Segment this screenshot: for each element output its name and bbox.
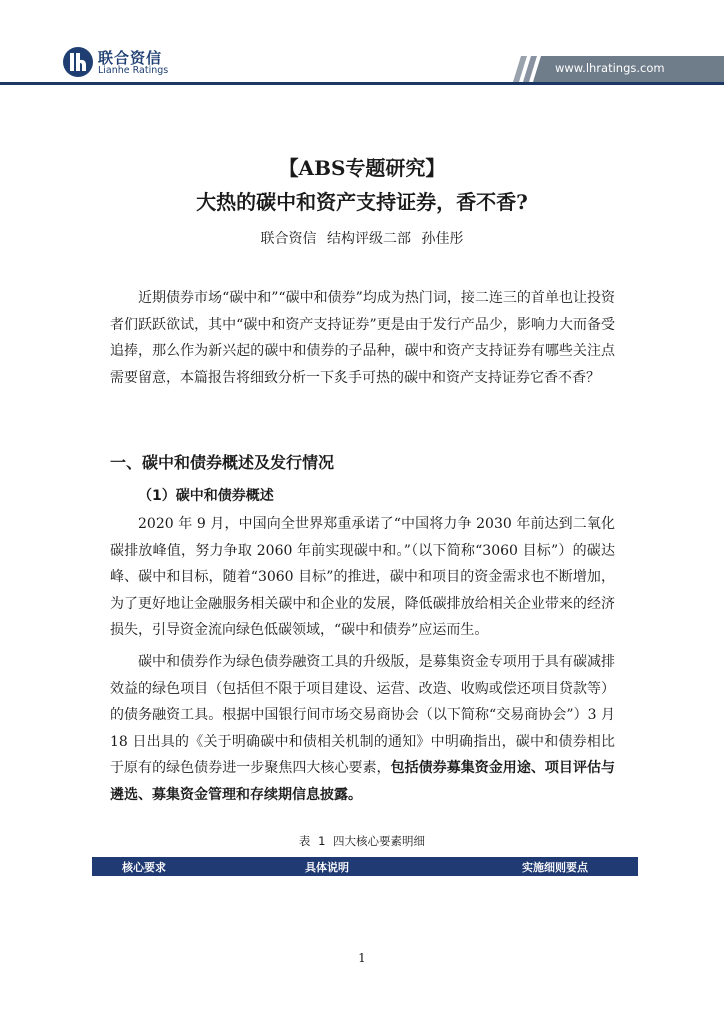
page-number: 1 bbox=[358, 951, 366, 965]
table-header-core-requirement: 核心要求 bbox=[122, 861, 166, 874]
body-paragraph-1-text: 2020 年 9 月，中国向全世界郑重承诺了“中国将力争 2030 年前达到二氧化碳排放峰值，努力争取 2060 年前实现碳中和。”（以下简称“3060 目标”）的碳达峰、碳中和目标，随着“3060 目标”的推进，碳中和项目的资金需求也不断增加，为了更好地让金融服务相关碳中和企业的发展，降低碳排放给相关企业带来的经济损失，引导资金流向绿色低碳领域，“碳中和债券”应运而生。 bbox=[110, 516, 615, 638]
lianhe-logo-icon bbox=[62, 46, 94, 78]
website-banner bbox=[509, 56, 724, 82]
section-heading: 一、碳中和债券概述及发行情况 bbox=[110, 453, 335, 472]
logo-chinese-name: 联合资信 bbox=[98, 49, 163, 67]
body-paragraph-2-bold: 包括债券募集资金用途、项目评估与遴选、募集资金管理和存续期信息披露。 bbox=[110, 760, 616, 803]
author-byline: 联合资信 结构评级二部 孙佳彤 bbox=[260, 231, 464, 247]
intro-paragraph bbox=[110, 285, 615, 391]
website-url[interactable]: www.lhratings.com bbox=[555, 61, 665, 75]
body-paragraph-2 bbox=[110, 649, 615, 808]
table-header-row bbox=[92, 857, 638, 876]
body-paragraph-1 bbox=[110, 511, 615, 644]
report-title: 大热的碳中和资产支持证券，香不香? bbox=[196, 190, 528, 214]
subsection-heading: （1）碳中和债券概述 bbox=[138, 488, 274, 504]
body-paragraph-2-text: 碳中和债券作为绿色债券融资工具的升级版，是募集资金专项用于具有碳减排效益的绿色项目（包括但不限于项目建设、运营、改造、收购或偿还项目贷款等）的债务融资工具。根据中国银行间市场交易商协会（以下简称“交易商协会”）3 月 18 日出具的《关于明确碳中和债相关机制的通知》中明确指出，碳中和债券相比于原有的绿色债券进一步聚焦四大核心要素， bbox=[110, 654, 615, 776]
table-header-description: 具体说明 bbox=[305, 861, 349, 874]
report-series-title: 【ABS专题研究】 bbox=[278, 156, 446, 180]
logo-english-name: Lianhe Ratings bbox=[98, 65, 169, 76]
company-logo bbox=[62, 46, 222, 80]
header-divider bbox=[0, 82, 724, 85]
intro-text: 近期债券市场“碳中和”“碳中和债券”均成为热门词，接二连三的首单也让投资者们跃跃欲试，其中“碳中和资产支持证券”更是由于发行产品少，影响力大而备受追捧，那么作为新兴起的碳中和债券的子品种，碳中和资产支持证券有哪些关注点需要留意，本篇报告将细致分析一下炙手可热的碳中和资产支持证券它香不香？ bbox=[110, 290, 615, 386]
table-caption: 表 1 四大核心要素明细 bbox=[298, 834, 426, 848]
table-header-implementation: 实施细则要点 bbox=[522, 861, 588, 874]
